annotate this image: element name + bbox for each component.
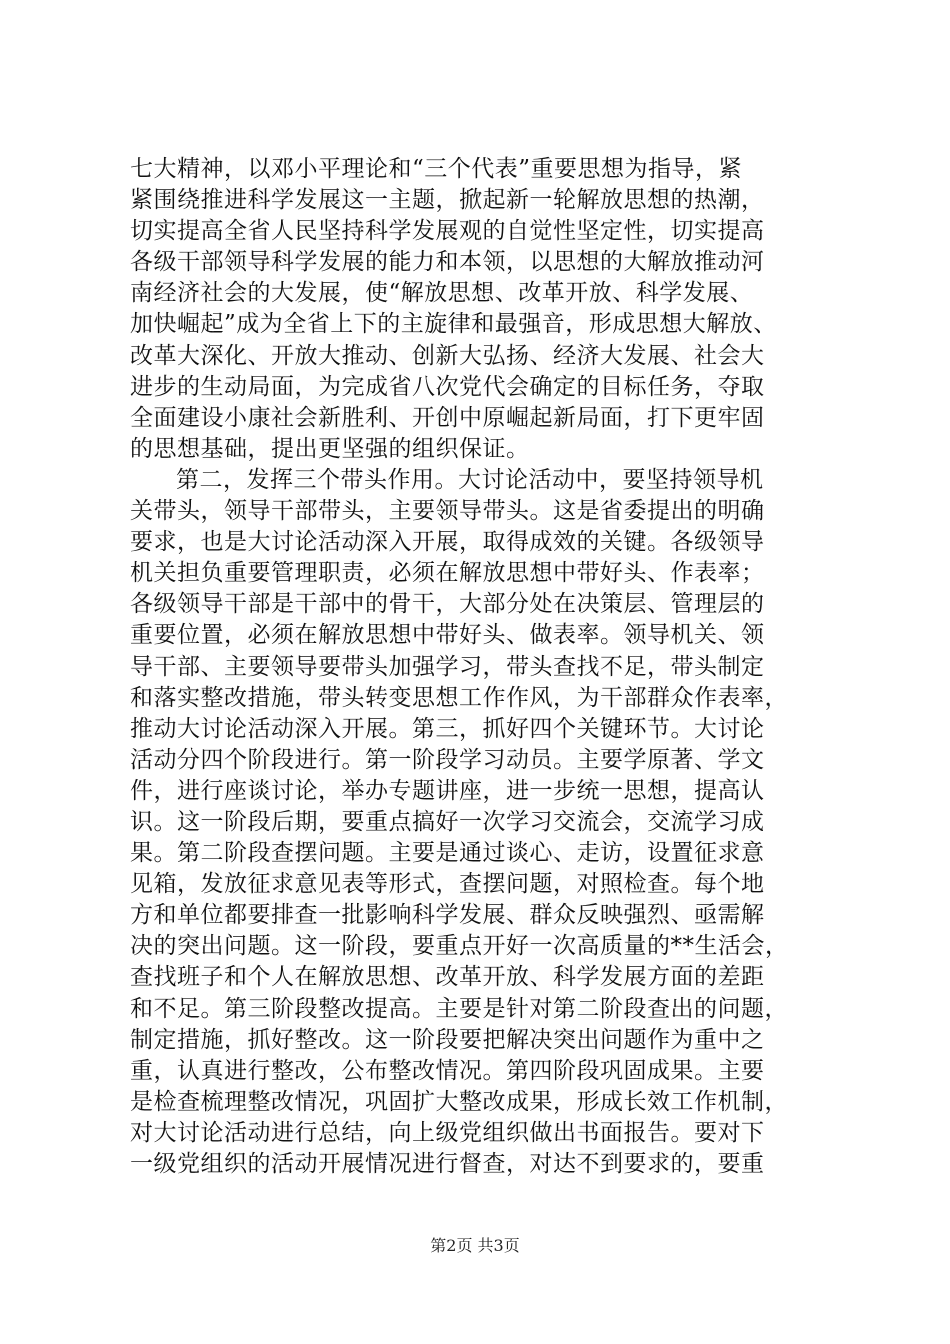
text-line: 改革大深化、开放大推动、创新大弘扬、经济大发展、社会大 [130,342,765,369]
text-line: 见箱，发放征求意见表等形式，查摆问题，对照检查。每个地 [130,871,765,898]
text-line: 进步的生动局面，为完成省八次党代会确定的目标任务，夺取 [130,373,765,400]
text-line: 各级干部领导科学发展的能力和本领，以思想的大解放推动河 [130,249,765,276]
text-line: 的思想基础，提出更坚强的组织保证。 [130,435,530,462]
body-text [130,154,850,1180]
text-line: 紧围绕推进科学发展这一主题，掀起新一轮解放思想的热潮， [130,187,765,214]
text-line: 切实提高全省人民坚持科学发展观的自觉性坚定性，切实提高 [130,218,765,245]
text-line: 识。这一阶段后期，要重点搞好一次学习交流会，交流学习成 [130,808,765,835]
text-line: 一级党组织的活动开展情况进行督查，对达不到要求的，要重 [130,1151,765,1177]
text-line: 加快崛起”成为全省上下的主旋律和最强音，形成思想大解放、 [130,311,777,338]
text-line: 全面建设小康社会新胜利、开创中原崛起新局面，打下更牢固 [130,404,765,431]
text-line: 查找班子和个人在解放思想、改革开放、科学发展方面的差距 [130,964,765,991]
text-line: 南经济社会的大发展，使“解放思想、改革开放、科学发展、 [130,280,754,307]
text-line: 七大精神，以邓小平理论和“三个代表”重要思想为指导，紧 [130,156,743,182]
text-line: 关带头，领导干部带头，主要领导带头。这是省委提出的明确 [130,498,765,525]
text-line: 活动分四个阶段进行。第一阶段学习动员。主要学原著、学文 [130,746,765,773]
text-line: 导干部、主要领导要带头加强学习，带头查找不足，带头制定 [130,653,765,680]
paragraph-start-line: 第二，发挥三个带头作用。大讨论活动中，要坚持领导机 [176,466,764,493]
text-line: 制定措施，抓好整改。这一阶段要把解决突出问题作为重中之 [130,1026,765,1053]
text-line: 机关担负重要管理职责，必须在解放思想中带好头、作表率； [130,560,765,587]
text-line: 要求，也是大讨论活动深入开展，取得成效的关键。各级领导 [130,529,765,556]
text-line: 方和单位都要排查一批影响科学发展、群众反映强烈、亟需解 [130,902,765,929]
text-line: 推动大讨论活动深入开展。第三，抓好四个关键环节。大讨论 [130,715,765,742]
text-line: 果。第二阶段查摆问题。主要是通过谈心、走访，设置征求意 [130,840,765,867]
text-line: 件，进行座谈讨论，举办专题讲座，进一步统一思想，提高认 [130,777,765,804]
text-line: 重，认真进行整改，公布整改情况。第四阶段巩固成果。主要 [130,1057,765,1084]
text-line: 决的突出问题。这一阶段，要重点开好一次高质量的**生活会， [130,933,789,960]
text-line: 各级领导干部是干部中的骨干，大部分处在决策层、管理层的 [130,591,765,618]
text-line: 是检查梳理整改情况，巩固扩大整改成果，形成长效工作机制， [130,1088,788,1115]
text-line: 和落实整改措施，带头转变思想工作作风，为干部群众作表率， [130,684,788,711]
text-line: 和不足。第三阶段整改提高。主要是针对第二阶段查出的问题， [130,995,788,1022]
page-footer [0,1233,950,1256]
text-line: 重要位置，必须在解放思想中带好头、做表率。领导机关、领 [130,622,765,649]
text-line: 对大讨论活动进行总结，向上级党组织做出书面报告。要对下 [130,1119,765,1146]
page-number-label: 第2页 共3页 [430,1236,520,1255]
